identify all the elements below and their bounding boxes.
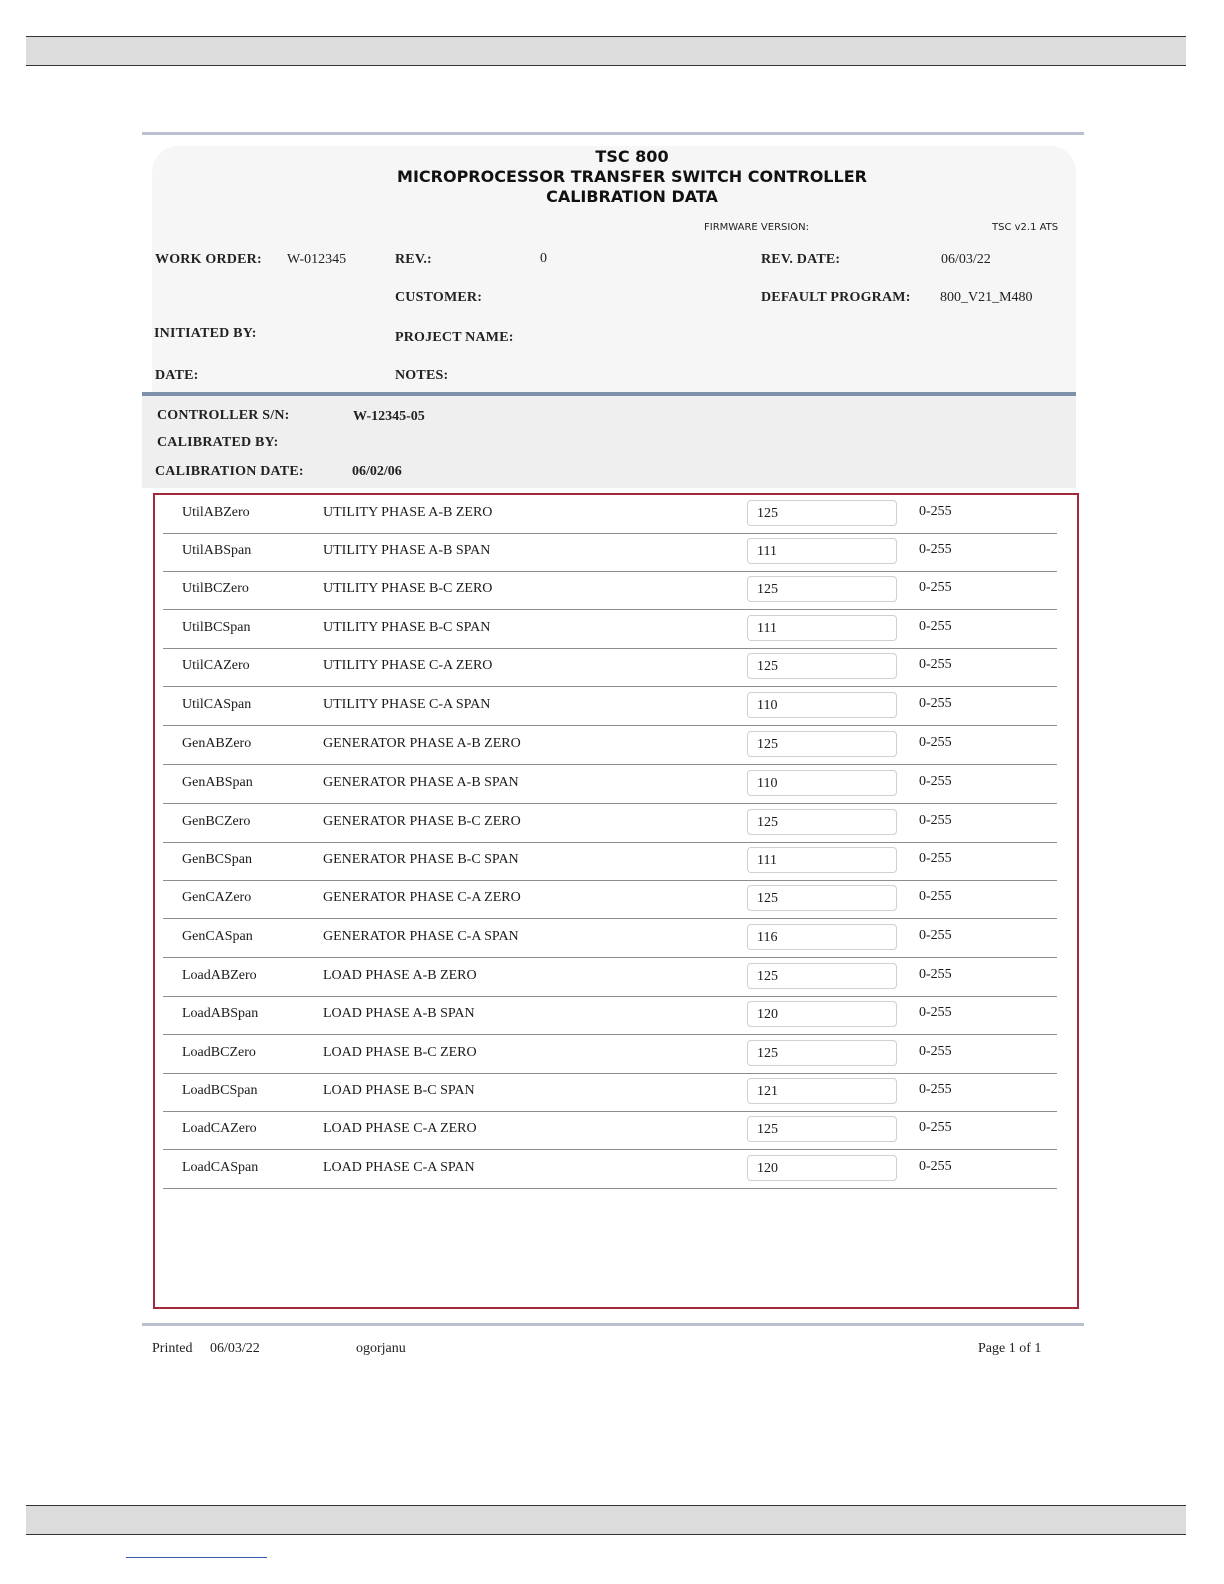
parameter-range: 0-255 [919,889,952,904]
parameter-value-field[interactable]: 125 [747,653,897,679]
parameter-value-field[interactable]: 125 [747,885,897,911]
parameter-description: UTILITY PHASE C-A ZERO [323,658,493,673]
printed-date: 06/03/22 [210,1341,260,1356]
parameter-value-field[interactable]: 125 [747,1040,897,1066]
parameter-range: 0-255 [919,735,952,750]
parameter-range: 0-255 [919,1159,952,1174]
header-top-rule [142,132,1084,135]
table-row [163,726,1057,765]
parameter-range: 0-255 [919,657,952,672]
parameter-description: UTILITY PHASE A-B SPAN [323,543,491,558]
parameter-description: UTILITY PHASE C-A SPAN [323,697,491,712]
parameter-value-field[interactable]: 111 [747,538,897,564]
table-row [163,958,1057,997]
document-subtitle: MICROPROCESSOR TRANSFER SWITCH CONTROLLER [397,167,867,186]
parameter-name: LoadBCZero [182,1045,256,1060]
parameter-name: UtilABSpan [182,543,252,558]
parameter-description: LOAD PHASE C-A SPAN [323,1160,475,1175]
parameter-description: GENERATOR PHASE C-A SPAN [323,929,519,944]
footer-rule [142,1323,1084,1326]
calibrated-by-label: CALIBRATED BY: [157,435,279,450]
parameter-name: UtilBCSpan [182,620,251,635]
table-row [163,1073,1057,1112]
parameter-name: UtilBCZero [182,581,249,596]
parameter-value-field[interactable]: 125 [747,1116,897,1142]
table-row [163,495,1057,534]
parameter-value-field[interactable]: 120 [747,1155,897,1181]
notes-label: NOTES: [395,368,449,383]
table-row [163,1035,1057,1074]
parameter-description: LOAD PHASE A-B SPAN [323,1006,475,1021]
parameter-description: UTILITY PHASE A-B ZERO [323,505,493,520]
table-row [163,804,1057,843]
parameter-name: LoadCASpan [182,1160,259,1175]
parameter-value-field[interactable]: 125 [747,809,897,835]
table-row [163,765,1057,804]
table-row [163,687,1057,726]
parameter-range: 0-255 [919,542,952,557]
parameter-name: GenCAZero [182,890,252,905]
default-program-label: DEFAULT PROGRAM: [761,290,911,305]
table-row [163,610,1057,649]
work-order-label: WORK ORDER: [155,252,262,267]
rev-value: 0 [540,251,547,266]
table-row [163,880,1057,919]
customer-label: CUSTOMER: [395,290,483,305]
work-order-value: W-012345 [287,252,347,267]
firmware-label: FIRMWARE VERSION: [704,222,810,233]
parameter-description: LOAD PHASE C-A ZERO [323,1121,477,1136]
parameter-range: 0-255 [919,851,952,866]
table-row [163,919,1057,958]
parameter-range: 0-255 [919,504,952,519]
parameter-range: 0-255 [919,1082,952,1097]
table-row [163,533,1057,572]
page-number: Page 1 of 1 [978,1341,1042,1356]
parameter-value-field[interactable]: 111 [747,615,897,641]
table-row [163,996,1057,1035]
parameter-description: UTILITY PHASE B-C ZERO [323,581,493,596]
table-row [163,571,1057,610]
link-underline[interactable] [126,1557,267,1558]
calibration-date-label: CALIBRATION DATE: [155,464,304,479]
parameter-description: LOAD PHASE B-C ZERO [323,1045,477,1060]
parameter-description: GENERATOR PHASE A-B SPAN [323,775,519,790]
document-title: TSC 800 [595,147,669,166]
parameter-value-field[interactable]: 125 [747,731,897,757]
parameter-value-field[interactable]: 125 [747,576,897,602]
parameter-range: 0-255 [919,1005,952,1020]
parameter-name: LoadCAZero [182,1121,257,1136]
table-row [163,842,1057,881]
parameter-value-field[interactable]: 116 [747,924,897,950]
parameter-name: LoadABSpan [182,1006,259,1021]
parameter-description: GENERATOR PHASE C-A ZERO [323,890,521,905]
initiated-by-label: INITIATED BY: [154,326,257,341]
table-row [163,648,1057,687]
parameter-range: 0-255 [919,696,952,711]
parameter-description: LOAD PHASE B-C SPAN [323,1083,475,1098]
parameter-name: GenCASpan [182,929,253,944]
date-label: DATE: [155,368,199,383]
bottom-toolbar-band [26,1505,1186,1535]
parameter-range: 0-255 [919,928,952,943]
parameter-value-field[interactable]: 125 [747,500,897,526]
parameter-value-field[interactable]: 111 [747,847,897,873]
printed-label: Printed [152,1341,193,1356]
parameter-value-field[interactable]: 121 [747,1078,897,1104]
top-toolbar-band [26,36,1186,66]
parameter-range: 0-255 [919,813,952,828]
controller-sn-label: CONTROLLER S/N: [157,408,290,423]
parameter-name: UtilCAZero [182,658,250,673]
parameter-description: GENERATOR PHASE B-C SPAN [323,852,519,867]
parameter-name: LoadABZero [182,968,257,983]
parameter-range: 0-255 [919,774,952,789]
parameter-range: 0-255 [919,580,952,595]
parameter-description: UTILITY PHASE B-C SPAN [323,620,491,635]
parameter-value-field[interactable]: 110 [747,692,897,718]
table-row [163,1111,1057,1150]
rev-label: REV.: [395,252,432,267]
parameter-name: UtilCASpan [182,697,252,712]
parameter-range: 0-255 [919,619,952,634]
rev-date-label: REV. DATE: [761,252,841,267]
firmware-value: TSC v2.1 ATS [992,222,1059,233]
parameter-value-field[interactable]: 125 [747,963,897,989]
printed-by-user: ogorjanu [356,1341,406,1356]
table-row [163,1150,1057,1189]
parameter-range: 0-255 [919,1044,952,1059]
parameter-range: 0-255 [919,967,952,982]
rev-date-value: 06/03/22 [941,252,991,267]
parameter-name: GenABSpan [182,775,253,790]
parameter-name: GenABZero [182,736,252,751]
document-section-title: CALIBRATION DATA [546,187,718,206]
parameter-value-field[interactable]: 120 [747,1001,897,1027]
project-name-label: PROJECT NAME: [395,330,514,345]
calibration-date-value: 06/02/06 [352,464,402,479]
parameter-description: GENERATOR PHASE B-C ZERO [323,814,521,829]
parameter-name: LoadBCSpan [182,1083,258,1098]
parameter-name: GenBCZero [182,814,251,829]
calibration-table [153,493,1079,1309]
default-program-value: 800_V21_M480 [940,290,1033,305]
parameter-value-field[interactable]: 110 [747,770,897,796]
controller-sn-value: W-12345-05 [353,409,425,424]
parameter-name: GenBCSpan [182,852,252,867]
parameter-description: LOAD PHASE A-B ZERO [323,968,477,983]
parameter-description: GENERATOR PHASE A-B ZERO [323,736,521,751]
parameter-name: UtilABZero [182,505,250,520]
parameter-range: 0-255 [919,1120,952,1135]
